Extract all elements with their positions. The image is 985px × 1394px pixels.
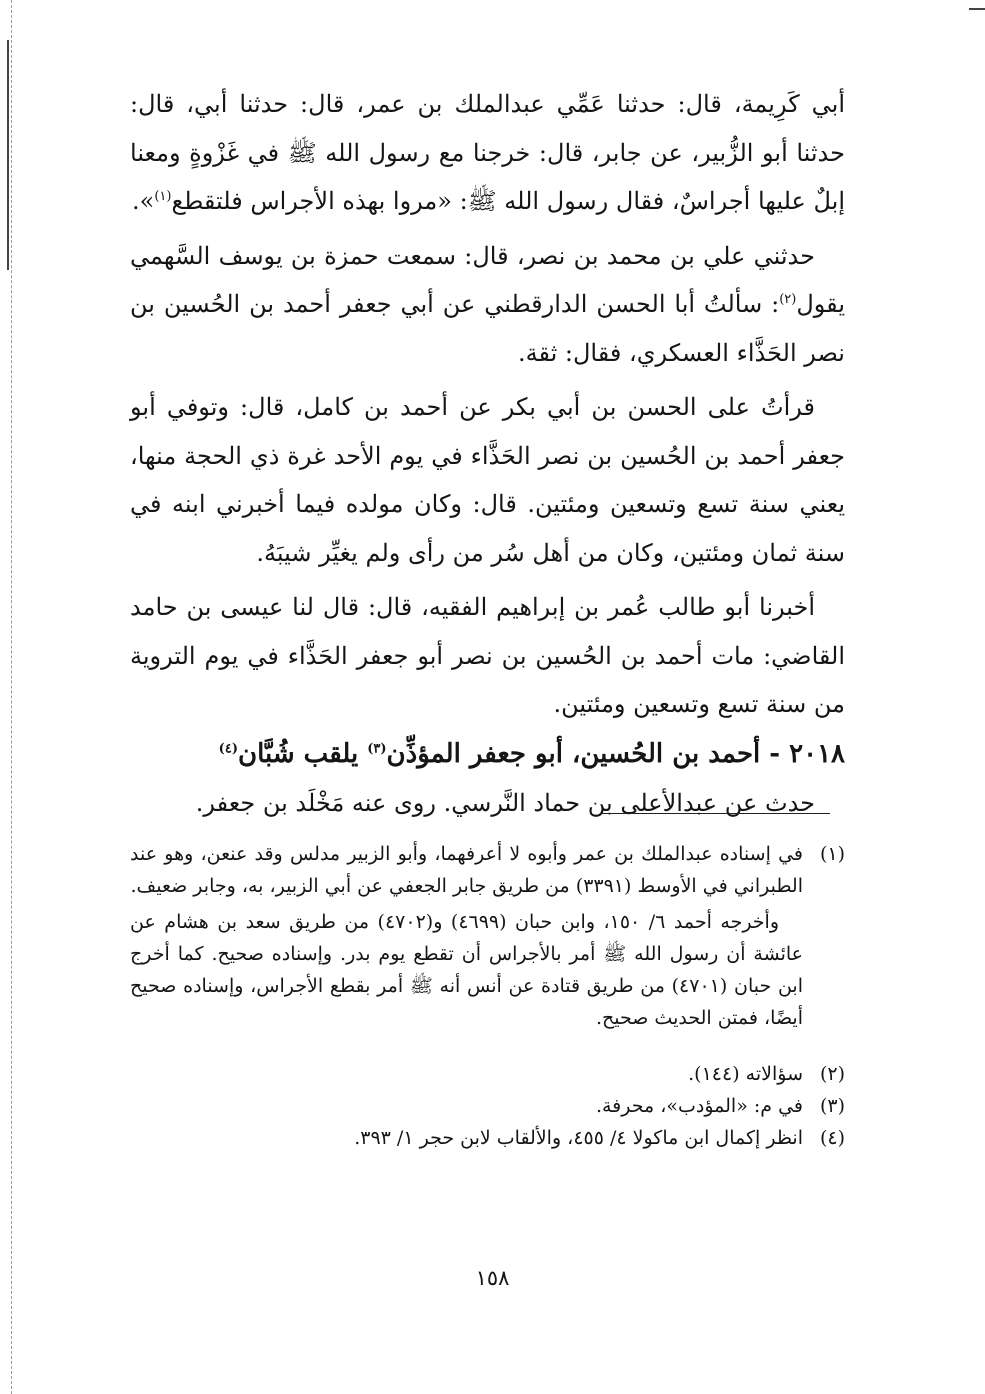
footnote-2	[130, 1058, 845, 1090]
footnote-1-text: في إسناده عبدالملك بن عمر وأبوه لا أعرفهما، وأبو الزبير مدلس وقد عنعن، وهو عند الطبراني في الأوسط (٣٣٩١) من طريق جابر الجعفي عن أبي الزبير، به، وجابر ضعيف.	[130, 843, 803, 897]
footnote-ref-4: (٤)	[218, 740, 238, 756]
footnote-4	[130, 1122, 845, 1154]
paragraph-2-text-a: حدثني علي بن محمد بن نصر، قال: سمعت حمزة بن يوسف السَّهمي يقول	[130, 241, 845, 318]
paragraph-1-text: أبي كَرِيمة، قال: حدثنا عَمِّي عبدالملك بن عمر، قال: حدثنا أبي، قال: حدثنا أبو الزُّبير، عن جابر، قال: خرجنا مع رسول الله ﷺ في غَزْوةٍ ومعنا إبلٌ عليها أجراسٌ، فقال رسول الله ﷺ: «مروا بهذه الأجراس فلتقطع	[130, 90, 845, 215]
scan-binding-mark	[7, 40, 9, 270]
footnote-ref-2: (٢)	[779, 292, 797, 307]
footnote-2-text: سؤالاته (١٤٤).	[688, 1063, 803, 1085]
entry-heading	[130, 729, 845, 779]
page-number: ١٥٨	[475, 1266, 510, 1290]
paragraph-3: قرأتُ على الحسن بن أبي بكر عن أحمد بن كامل، قال: وتوفي أبو جعفر أحمد بن الحُسين بن نصر الحَذَّاء في يوم الأحد غرة ذي الحجة منها، يعني سنة تسع وتسعين ومئتين. قال: وكان مولده فيما أخبرني ابنه في سنة ثمان ومئتين، وكان من أهل سُر من رأى ولم يغيِّر شيبَهُ.	[130, 393, 845, 567]
footnote-ref-1: (١)	[154, 189, 172, 204]
footnote-divider	[600, 813, 830, 814]
footnote-3	[130, 1090, 845, 1122]
footnote-1-number: (١)	[819, 843, 845, 865]
footnote-spacer	[130, 1034, 845, 1058]
entry-heading-nickname: يلقب شُبَّان	[237, 738, 368, 769]
entry-text: حدث عن عبدالأعلى بن حماد النَّرسي. روى عنه مَخْلَد بن جعفر.	[195, 788, 815, 817]
paragraph-2-text-b: : سألتُ أبا الحسن الدارقطني عن أبي جعفر أحمد بن الحُسين بن نصر الحَذَّاء العسكري، فقال: ثقة.	[130, 290, 845, 367]
footnotes	[130, 838, 845, 1154]
footnote-ref-3: (٣)	[367, 740, 387, 756]
scan-corner-mark	[969, 8, 985, 10]
paragraph-2	[130, 232, 845, 378]
footnote-4-text: انظر إكمال ابن ماكولا ٤/ ٤٥٥، والألقاب لابن حجر ١/ ٣٩٣.	[354, 1127, 803, 1149]
paragraph-1	[130, 80, 845, 226]
footnote-1-continuation: وأخرجه أحمد ٦/ ١٥٠، وابن حبان (٤٦٩٩) و(٤٧٠٢) من طريق سعد بن هشام عن عائشة أن رسول الله ﷺ أمر بالأجراس أن تقطع يوم بدر. وإسناده صحيح. كما أخرج ابن حبان (٤٧٠١) من طريق قتادة عن أنس أنه ﷺ أمر بقطع الأجراس، وإسناده صحيح أيضًا، فمتن الحديث صحيح.	[130, 911, 803, 1029]
footnote-3-number: (٣)	[819, 1095, 845, 1117]
paragraph-4: أخبرنا أبو طالب عُمر بن إبراهيم الفقيه، قال: قال لنا عيسى بن حامد القاضي: مات أحمد بن الحُسين بن نصر أبو جعفر الحَذَّاء في يوم التروية من سنة تسع وتسعين ومئتين.	[130, 593, 845, 718]
footnote-2-number: (٢)	[819, 1063, 845, 1085]
footnote-4-number: (٤)	[819, 1127, 845, 1149]
footnote-1	[130, 838, 845, 902]
entry-heading-title: ٢٠١٨ - أحمد بن الحُسين، أبو جعفر المؤذِّن	[386, 738, 845, 769]
footnote-3-text: في م: «المؤدب»، محرفة.	[595, 1095, 803, 1117]
paragraph-1-end: ».	[132, 187, 155, 215]
scan-left-edge	[0, 0, 12, 1394]
main-text	[130, 80, 845, 827]
